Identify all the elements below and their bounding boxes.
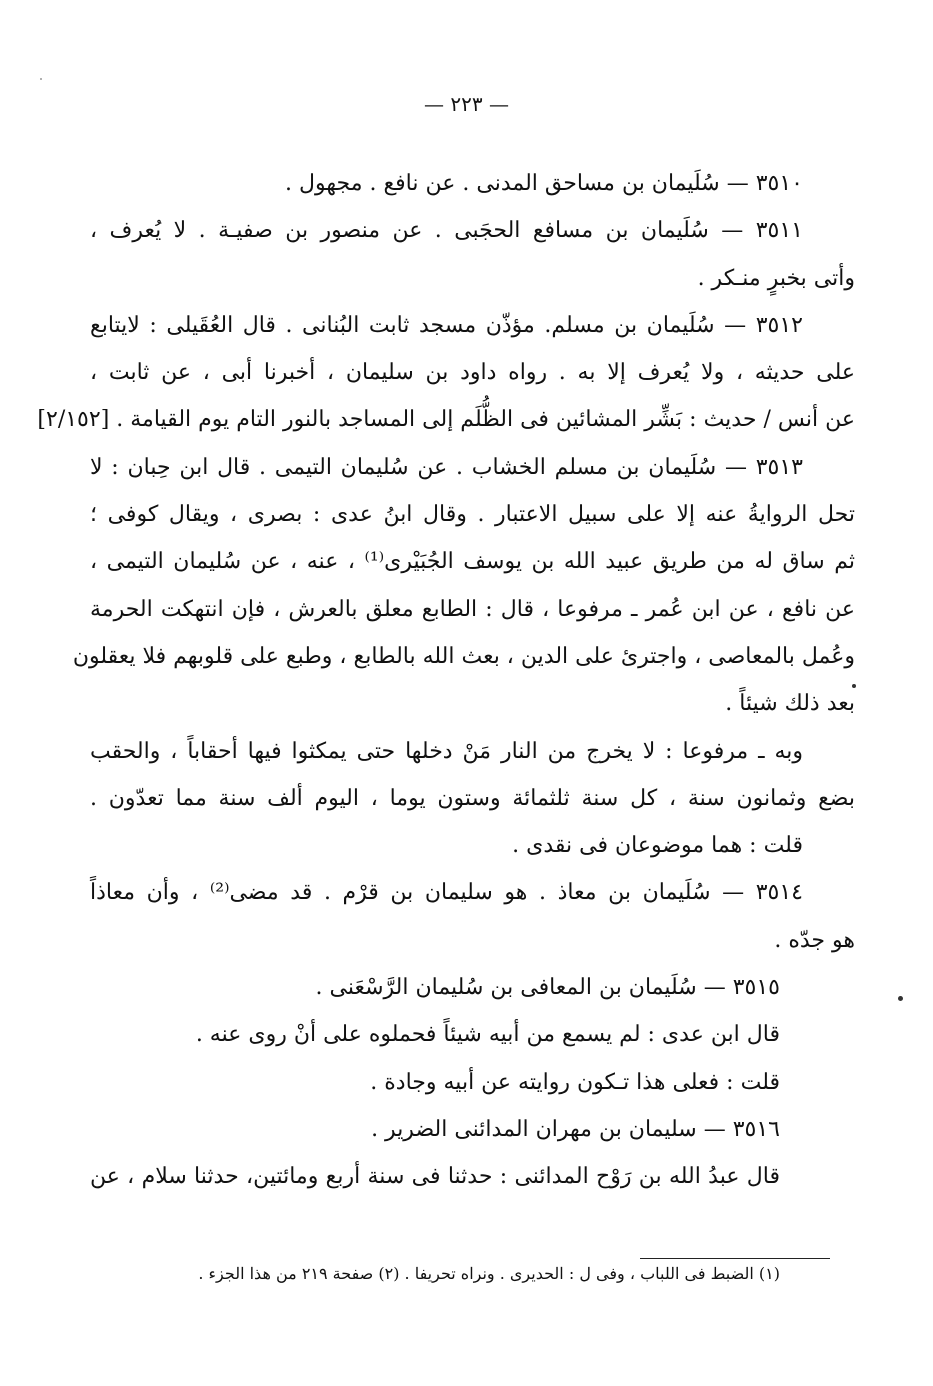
footnote: (١) الضبط فى اللباب ، وفى ل : الحديرى . ونراه تحريفا . (٢) صفحة ٢١٩ من هذا الجزء . xyxy=(198,1264,780,1283)
entry-3514-line: ٣٥١٤ — سُلَيمان بن معاذ . هو سليمان بن قرْم . قد مضى⁽²⁾ ، وأن معاذاً xyxy=(90,880,803,906)
text-line: هو جدّه . xyxy=(774,927,855,953)
text-line: قلت : فعلى هذا تـكون روايته عن أبيه وجادة . xyxy=(370,1069,780,1095)
text-line: تحل الروايةُ عنه إلا على سبيل الاعتبار . وقال ابنُ عدى : بصرى ، ويقال كوفى ؛ xyxy=(90,502,855,528)
entry-3513-line: ٣٥١٣ — سُلَيمان بن مسلم الخشاب . عن سُليمان التيمى . قال ابن حِبان : لا xyxy=(90,454,803,480)
text-line: وبه ـ مرفوعا : لا يخرج من النار مَنْ دخلها حتى يمكثوا فيها أحقاباً ، والحقب xyxy=(90,738,803,764)
body-text xyxy=(37,160,855,1201)
text-line: بعد ذلك شيئاً . xyxy=(725,691,855,717)
ink-speck xyxy=(40,78,42,80)
footnote-separator xyxy=(640,1258,830,1259)
page-number: — ٢٢٣ — xyxy=(424,92,509,116)
text-line-with-page-ref: عن أنس / حديث : بَشِّر المشائين فى الظُّلَم إلى المساجد بالنور التام يوم القيامة . [٢/١٥٢] xyxy=(37,407,855,433)
entry-3516-line: ٣٥١٦ — سليمان بن مهران المدائنى الضرير . xyxy=(371,1116,780,1142)
text-line: وعُمل بالمعاصى ، واجترئ على الدين ، بعث الله بالطابع ، وطبع على قلوبهم فلا يعقلون xyxy=(72,643,855,669)
text-line: قال عبدُ الله بن رَوْح المدائنى : حدثنا فى سنة أربع ومائتين، حدثنا سلام ، عن xyxy=(90,1164,780,1190)
entry-3511-line: ٣٥١١ — سُلَيمان بن مسافع الحجَبى . عن منصور بن صفيـة . لا يُعرف ، xyxy=(90,218,803,244)
entry-3515-line: ٣٥١٥ — سُلَيمان بن المعافى بن سُليمان الرَّسْعَنى . xyxy=(315,975,780,1001)
text-line: على حديثه ، ولا يُعرف إلا به . رواه داود بن سليمان ، أخبرنا أبى ، عن ثابت ، xyxy=(90,360,855,386)
text-line: عن نافع ، عن ابن عُمر ـ مرفوعا ، قال : الطابع معلق بالعرش ، فإن انتهكت الحرمة xyxy=(90,596,855,622)
text-line: وأتى بخبرٍ منـكر . xyxy=(697,265,855,291)
ink-speck xyxy=(898,996,903,1001)
text-line: ثم ساق له من طريق عبيد الله بن يوسف الجُبَيْرى⁽¹⁾ ، عنه ، عن سُليمان التيمى ، xyxy=(90,549,855,575)
text-line: قال ابن عدى : لم يسمع من أبيه شيئاً فحملوه على أنْ روى عنه . xyxy=(195,1022,780,1048)
entry-3512-line: ٣٥١٢ — سُلَيمان بن مسلم. مؤذّن مسجد ثابت البُنانى . قال العُقَيلى : لايتابع xyxy=(90,312,803,338)
ink-speck xyxy=(852,684,856,688)
text-line: قلت : هما موضوعان فى نقدى . xyxy=(512,833,803,859)
text-line: بضع وثمانون سنة ، كل سنة ثلثمائة وستون يوما ، اليوم ألف سنة مما تعدّون . xyxy=(90,785,855,811)
entry-3510-line: ٣٥١٠ — سُلَيمان بن مساحق المدنى . عن نافع . مجهول . xyxy=(285,171,803,196)
